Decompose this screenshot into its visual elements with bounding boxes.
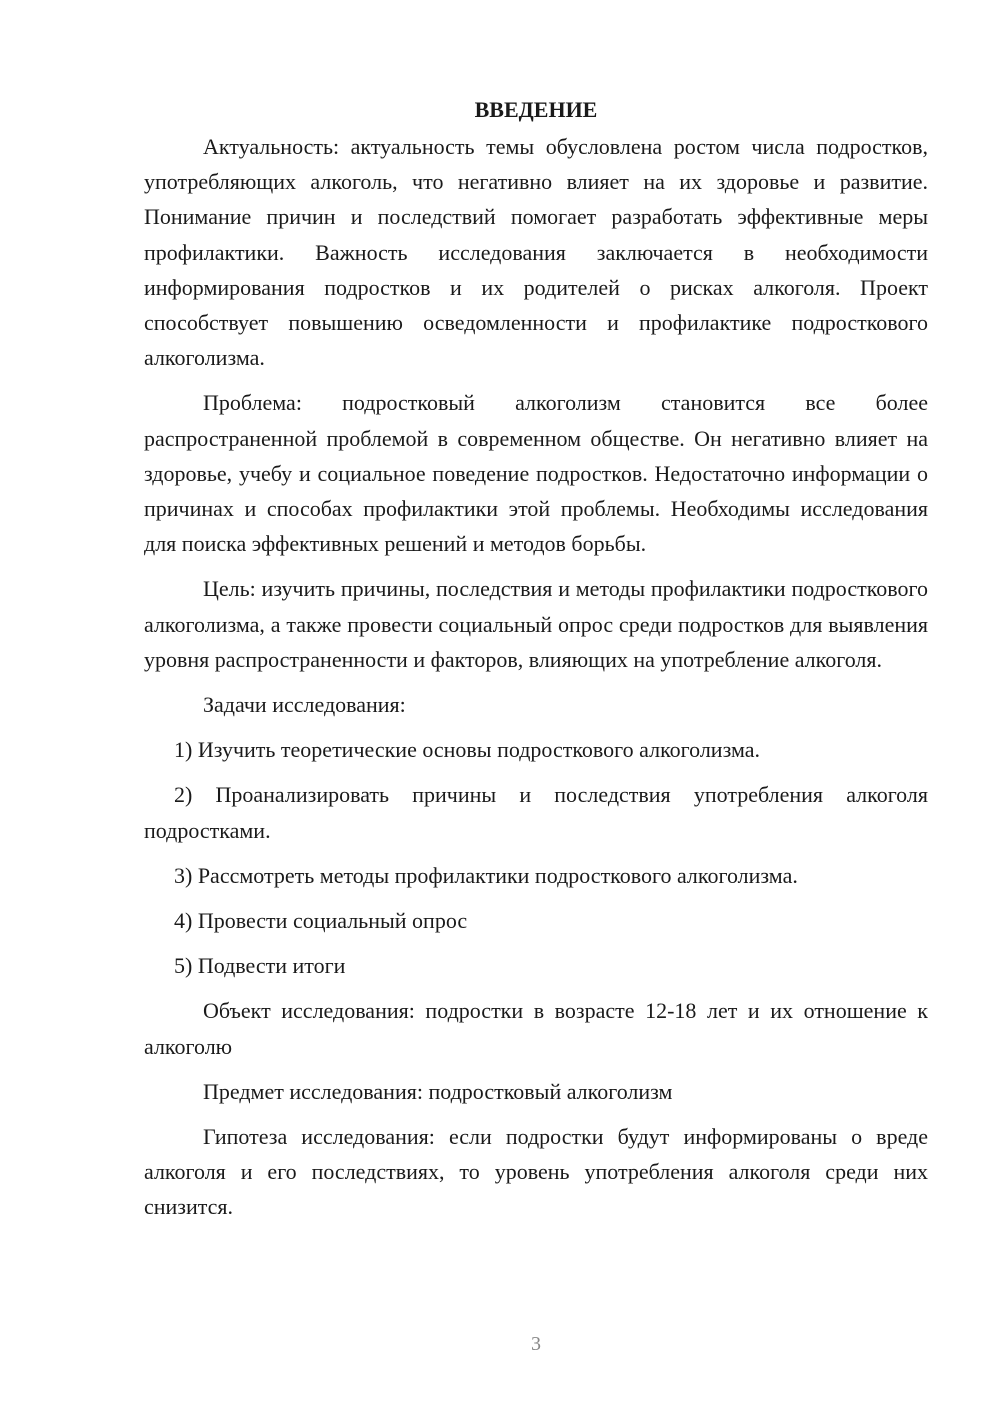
subject-paragraph: Предмет исследования: подростковый алкоголизм bbox=[203, 1078, 673, 1104]
document-page bbox=[144, 92, 928, 1235]
task-item: 3) Рассмотреть методы профилактики подросткового алкоголизма. bbox=[174, 862, 798, 888]
goal-paragraph: Цель: изучить причины, последствия и методы профилактики подросткового алкоголизма, а также провести социальный опрос среди подростков для выявления уровня распространенности и факторов, влияющих на употребление алкоголя. bbox=[144, 576, 928, 672]
section-title: ВВЕДЕНИЕ bbox=[474, 97, 598, 122]
hypothesis-paragraph: Гипотеза исследования: если подростки будут информированы о вреде алкоголя и его последствиях, то уровень употребления алкоголя среди них снизится. bbox=[144, 1124, 928, 1220]
task-item: 1) Изучить теоретические основы подросткового алкоголизма. bbox=[174, 737, 760, 763]
object-paragraph: Объект исследования: подростки в возрасте 12-18 лет и их отношение к алкоголю bbox=[144, 998, 928, 1059]
relevance-paragraph: Актуальность: актуальность темы обусловлена ростом числа подростков, употребляющих алкоголь, что негативно влияет на их здоровье и развитие. Понимание причин и последствий помогает разработать эффективные меры профилактики. Важность исследования заключается в необходимости информирования подростков и их родителей о рисках алкоголя. Проект способствует повышению осведомленности и профилактике подросткового алкоголизма. bbox=[144, 134, 928, 371]
tasks-heading: Задачи исследования: bbox=[203, 692, 406, 718]
page-number: 3 bbox=[531, 1333, 541, 1355]
task-item: 4) Провести социальный опрос bbox=[174, 908, 468, 934]
task-item: 5) Подвести итоги bbox=[174, 953, 346, 979]
problem-paragraph: Проблема: подростковый алкоголизм становится все более распространенной проблемой в современном обществе. Он негативно влияет на здоровье, учебу и социальное поведение подростков. Недостаточно информации о причинах и способах профилактики этой проблемы. Необходимы исследования для поиска эффективных решений и методов борьбы. bbox=[144, 390, 928, 557]
task-item: 2) Проанализировать причины и последствия употребления алкоголя подростками. bbox=[144, 782, 928, 843]
